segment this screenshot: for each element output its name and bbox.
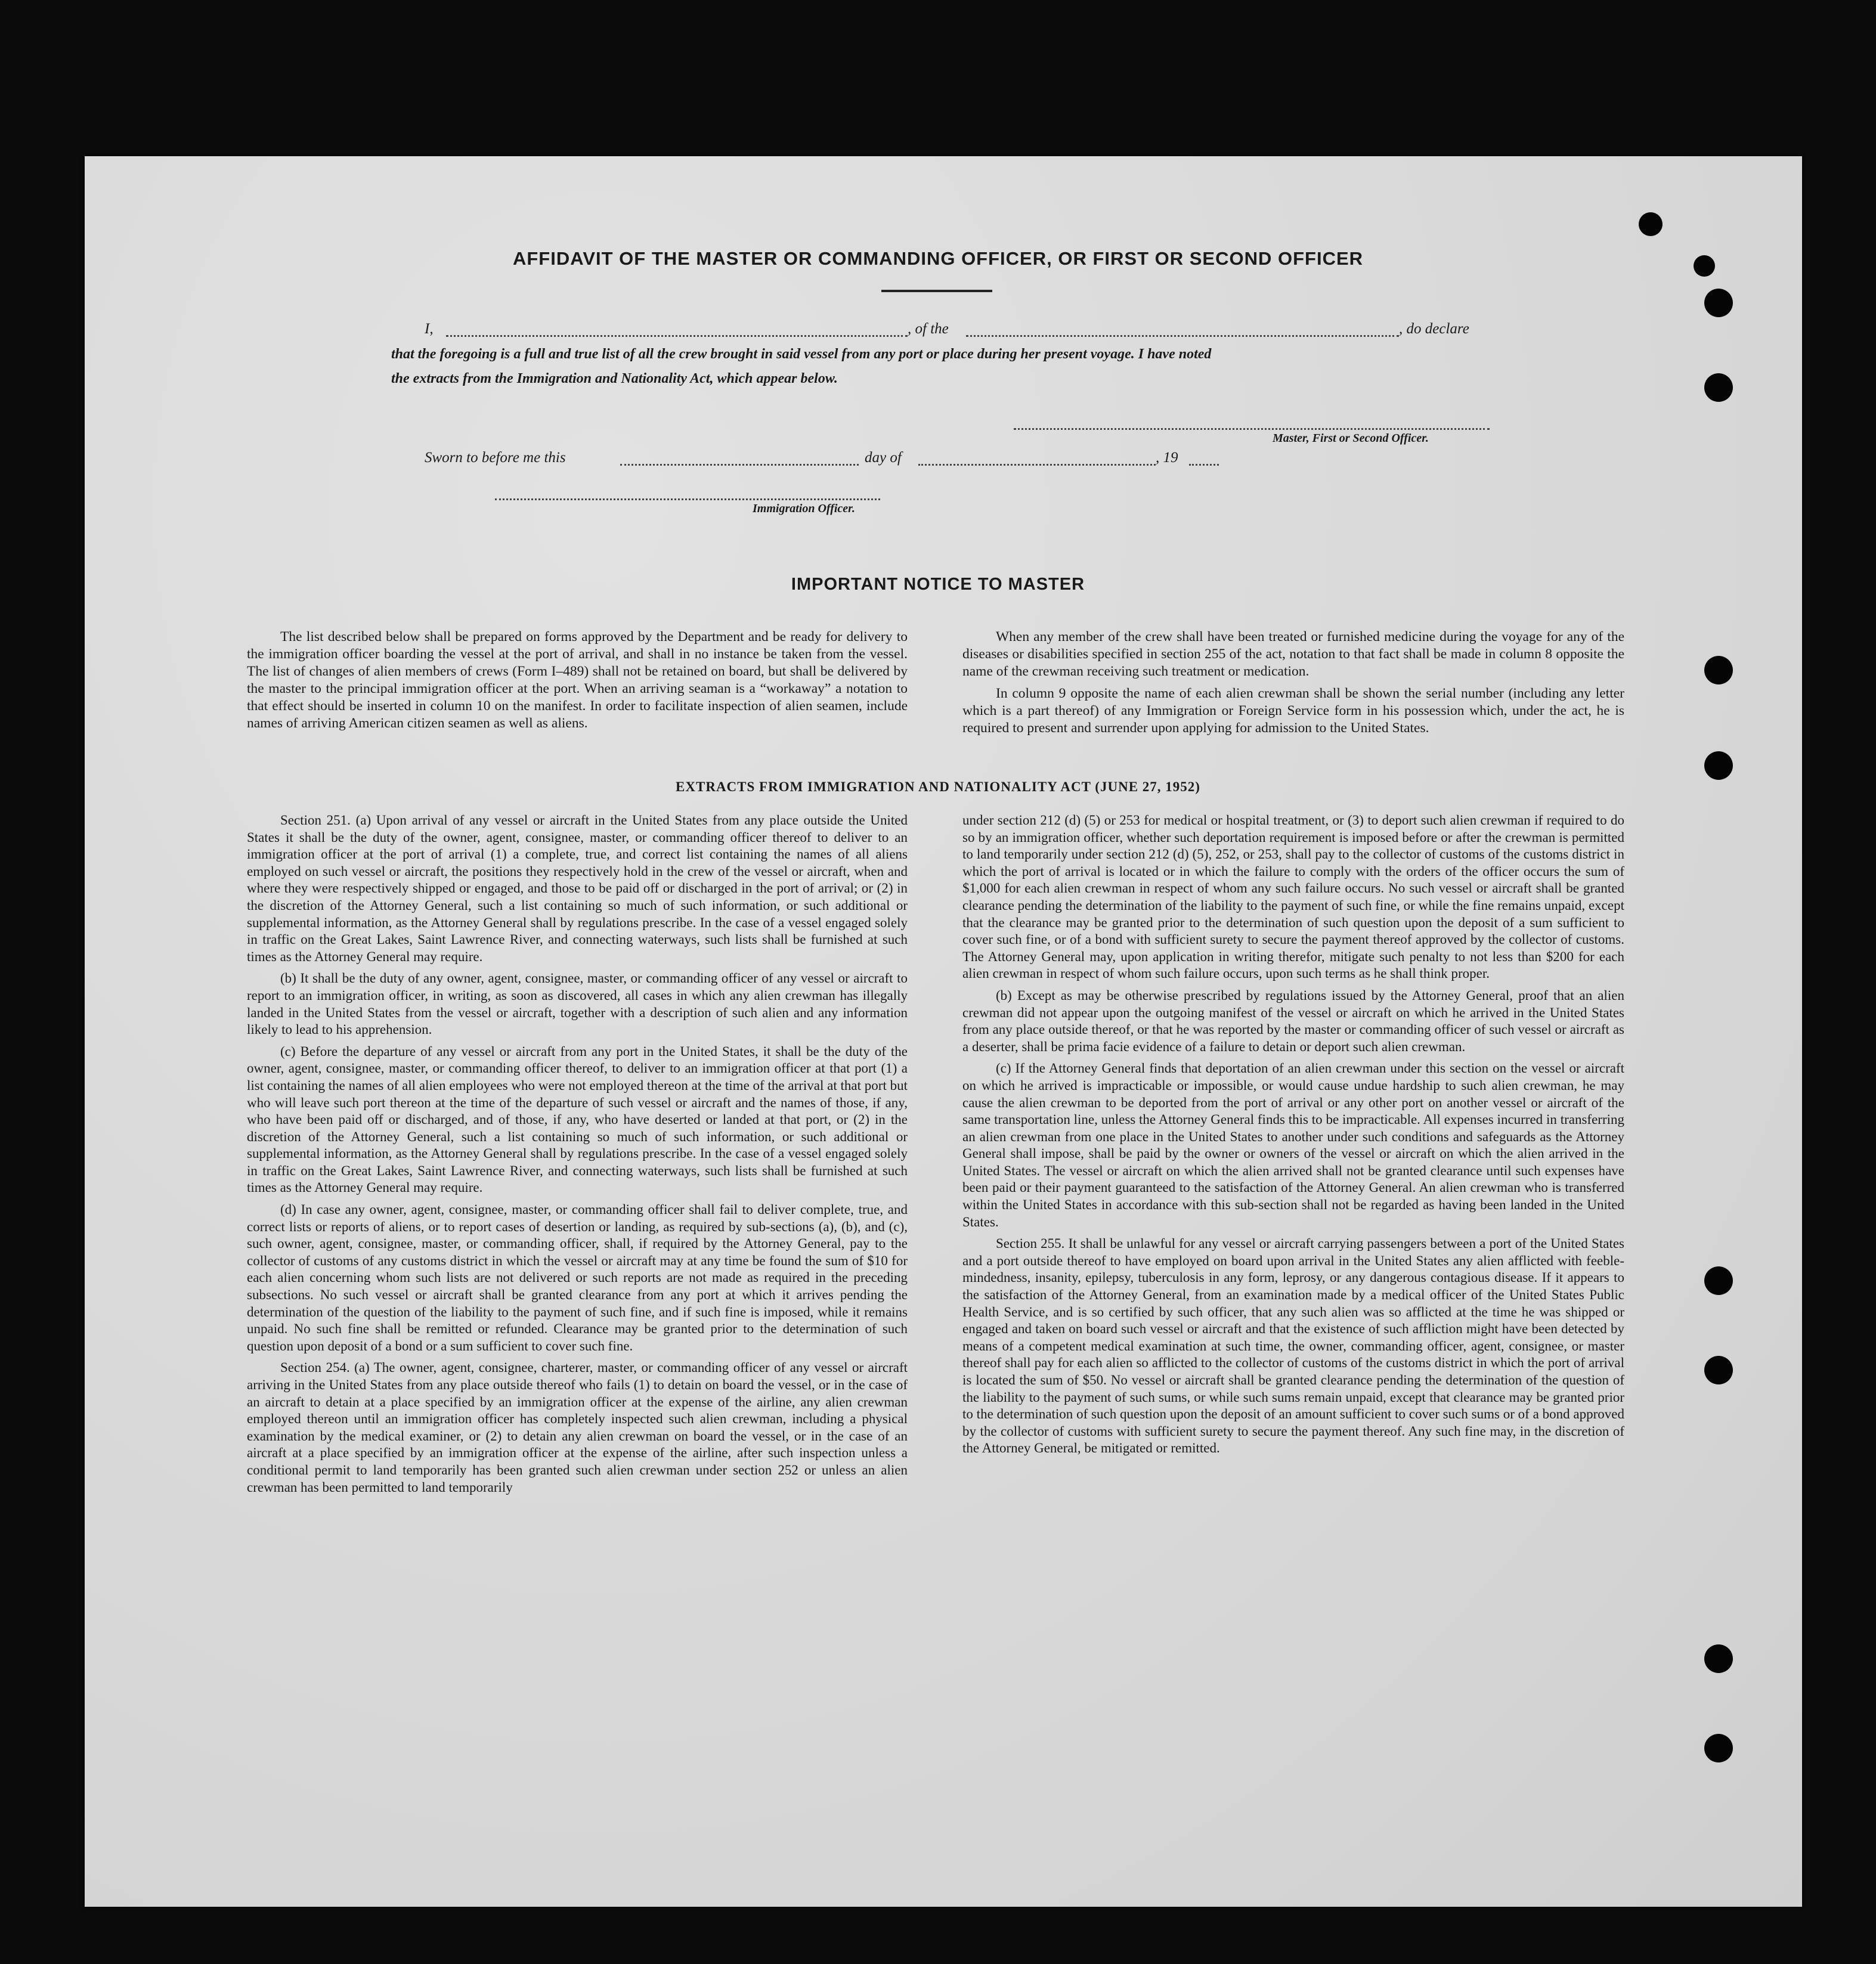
extract-paragraph: (b) Except as may be otherwise prescribed by regulations issued by the Attorney General, proof that an alien crewman did not appear upon the outgoing manifest of the vessel or aircraft on which he arrived in the United States from any place outside thereof, or that he was reported by the master or commanding officer of such vessel or aircraft as a deserter, shall be prima facie evidence of a failure to detain or deport such alien crewman. <box>962 987 1624 1054</box>
notice-paragraph: When any member of the crew shall have been treated or furnished medicine during the voyage for any of the diseases or disabilities specified in section 255 of the act, notation to that fact shall be made in column 8 opposite the name of the crewman receiving such treatment or medication. <box>962 629 1624 679</box>
extracts-left-column <box>247 812 908 1501</box>
officer-signature-caption: Immigration Officer. <box>753 502 855 515</box>
extract-paragraph: Section 255. It shall be unlawful for any vessel or aircraft carrying passengers between a port of the United States and a port outside thereof to have employed on board upon arrival in the United States any alien afflicted with feeble-mindedness, insanity, epilepsy, tuberculosis in any form, leprosy, or any dangerous contagious disease. If it appears to the satisfaction of the Attorney General, from an examination made by a medical officer of the United States Public Health Service, and is so certified by such officer, that any such alien was so afflicted at the time he was shipped or engaged and taken on board such vessel or aircraft and that the existence of such affliction might have been detected by means of a competent medical examination at such time, the owner, commanding officer, agent, consignee, or master thereof shall pay for each alien so afflicted to the collector of customs of the customs district in which the port of arrival is located the sum of $50. No vessel or aircraft shall be granted clearance pending the determination of the question of the liability to the payment of such sums, or while such sums remain unpaid, except that clearance may be granted prior to the determination of such question upon the deposit of an amount sufficient to cover such sums or of a bond approved by the collector of customs with sufficient surety to secure the payment thereof. Any such fine may, in the discretion of the Attorney General, be mitigated or remitted. <box>962 1236 1624 1456</box>
affidavit-statement-2: the extracts from the Immigration and Nationality Act, which appear below. <box>391 371 838 386</box>
extract-paragraph: Section 251. (a) Upon arrival of any vessel or aircraft in the United States from any place outside the United States it shall be the duty of the owner, agent, consignee, master, or commanding officer thereof to deliver to an immigration officer at the port of arrival (1) a complete, true, and correct list containing the names of all aliens employed on such vessel or aircraft, the positions they respectively hold in the crew of the vessel or aircraft, when and where they were respectively shipped or engaged, and those to be paid off or discharged in the port of arrival; or (2) in the discretion of the Attorney General, such a list containing so much of such information, or such additional or supplemental information, as the Attorney General shall by regulations prescribe. In the case of a vessel engaged solely in traffic on the Great Lakes, Saint Lawrence River, and connecting waterways, such lists shall be furnished at such times as the Attorney General may require. <box>247 813 908 964</box>
sworn-day-of: day of <box>865 450 902 466</box>
master-signature-field[interactable] <box>1014 428 1490 430</box>
sworn-year-field[interactable] <box>1189 464 1219 466</box>
punch-hole <box>1704 289 1733 317</box>
punch-hole <box>1704 1734 1733 1762</box>
punch-hole <box>1704 751 1733 780</box>
extract-paragraph: under section 212 (d) (5) or 253 for medical or hospital treatment, or (3) to deport such alien crewman if required to do so by an immigration officer, whether such deportation requirement is imposed before or after the crewman is permitted to land temporarily under section 212 (d) (5), 252, or 253, shall pay to the collector of customs of the customs district in which the port of arrival is located or in which the failure to comply with the orders of the officer occurs the sum of $1,000 for each alien crewman in respect of whom any such failure occurs. No such vessel or aircraft shall be granted clearance pending the determination of the liability to the payment of such fine, or while the fine remains unpaid, except that the clearance may be granted prior to the determination of such question upon the deposit of a sum sufficient to cover such fine, or of a bond with sufficient surety to secure the payment thereof approved by the collector of customs. The Attorney General may, upon application in writing therefor, mitigate such penalty to not less than $200 for each alien crewman in respect of whom such failure occurs, upon such terms as he shall think proper. <box>962 813 1624 981</box>
punch-hole <box>1639 212 1663 236</box>
master-signature-caption: Master, First or Second Officer. <box>1273 432 1429 445</box>
affidavit-statement: that the foregoing is a full and true list of all the crew brought in said vessel from any port or place during her present voyage. I have noted <box>391 346 1212 362</box>
punch-hole <box>1704 656 1733 684</box>
officer-signature-field[interactable] <box>495 498 880 500</box>
punch-hole <box>1704 1644 1733 1673</box>
extract-paragraph: Section 254. (a) The owner, agent, consignee, charterer, master, or commanding officer of any vessel or aircraft arriving in the United States from any place outside thereof who fails (1) to detain on board the vessel, or in the case of an aircraft to detain at a place specified by an immigration officer at the expense of the airline, any alien crewman employed thereon until an immigration officer has completely inspected such alien crewman, including a physical examination by the medical examiner, or (2) to detain any alien crewman on board the vessel, or in the case of an aircraft at a place specified by an immigration officer at the expense of the airline, after such inspection unless a conditional permit to land temporarily has been granted such alien crewman under section 252 or unless an alien crewman has been permitted to land temporarily <box>247 1360 908 1495</box>
affidavit-of-the: , of the <box>908 321 949 337</box>
affidavit-title: AFFIDAVIT OF THE MASTER OR COMMANDING OFFICER, OR FIRST OR SECOND OFFICER <box>512 248 1364 269</box>
affidavit-declare: , do declare <box>1399 321 1469 337</box>
sworn-day-field[interactable] <box>620 464 859 466</box>
extract-paragraph: (b) It shall be the duty of any owner, agent, consignee, master, or commanding officer of any vessel or aircraft to report to an immigration officer, in writing, as soon as discovered, all cases in which any alien crewman has illegally landed in the United States from the vessel or aircraft, together with a description of such alien and any information likely to lead to his apprehension. <box>247 971 908 1037</box>
punch-hole <box>1704 1356 1733 1384</box>
sworn-month-field[interactable] <box>918 464 1156 466</box>
notice-paragraph: The list described below shall be prepared on forms approved by the Department and be ready for delivery to the immigration officer boarding the vessel at the port of arrival, and shall in no instance be taken from the vessel. The list of changes of alien members of crews (Form I–489) shall not be retained on board, but shall be delivered by the master to the principal immigration officer at the port. When an arriving seaman is a “workaway” a notation to that effect should be inserted in column 10 on the manifest. In order to facilitate inspection of alien seamen, include names of arriving American citizen seamen as well as aliens. <box>247 629 908 731</box>
notice-left-column <box>247 628 908 737</box>
notice-right-column <box>962 628 1624 742</box>
extract-paragraph: (c) Before the departure of any vessel or aircraft from any port in the United States, it shall be the duty of the owner, agent, consignee, master, or commanding officer thereof, to deliver to an immigration officer at that port (1) a list containing the names of all alien employees who were not employed thereon at the time of the arrival at that port but who will leave such port thereon at the time of the departure of such vessel or aircraft and the names of those, if any, who have been paid off or discharged, and of those, if any, who have deserted or landed at that port, or (2) in the discretion of the Attorney General, such a list containing so much of such information, or such additional or supplemental information, as the Attorney General shall by regulations prescribe. In the case of a vessel engaged solely in traffic on the Great Lakes, Saint Lawrence River, and connecting waterways, such lists shall be furnished at such times as the Attorney General may require. <box>247 1043 908 1195</box>
master-name-field[interactable] <box>446 335 908 337</box>
punch-hole <box>1704 1266 1733 1295</box>
title-rule <box>881 290 992 292</box>
sworn-prefix: Sworn to before me this <box>425 450 566 466</box>
affidavit-i: I, <box>425 321 434 337</box>
sworn-year: , 19 <box>1156 450 1178 466</box>
notice-title: IMPORTANT NOTICE TO MASTER <box>791 575 1085 594</box>
extracts-right-column <box>962 812 1624 1462</box>
extract-paragraph: (d) In case any owner, agent, consignee, master, or commanding officer shall fail to deliver complete, true, and correct lists or reports of aliens, or to report cases of desertion or landing, as required by sub-sections (a), (b), and (c), such owner, agent, consignee, master, or commanding officer, shall, if required by the Attorney General, pay to the collector of customs of any customs district in which the vessel or aircraft may at any time be found the sum of $10 for each alien concerning whom such lists are not delivered or such reports are not made as required in the preceding subsections. No such vessel or aircraft shall be granted clearance from any port at which it arrives pending the determination of the question of the liability to the payment of such fine, and if such fine is imposed, while it remains unpaid. No such fine shall be remitted or refunded. Clearance may be granted prior to the determination of such question upon deposit of a bond or a sum sufficient to cover such fine. <box>247 1202 908 1353</box>
punch-hole <box>1704 373 1733 402</box>
vessel-name-field[interactable] <box>966 335 1399 337</box>
notice-paragraph: In column 9 opposite the name of each alien crewman shall be shown the serial number (including any letter which is a part thereof) of any Immigration or Foreign Service form in his possession which, under the act, he is required to present and surrender upon applying for admission to the United States. <box>962 686 1624 736</box>
extract-paragraph: (c) If the Attorney General finds that deportation of an alien crewman under this section on the vessel or aircraft on which he arrived is impracticable or impossible, or would cause undue hardship to such alien crewman, he may cause the alien crewman to be deported from the port of arrival or any other port on another vessel or aircraft of the same transportation line, unless the Attorney General finds this to be impracticable. All expenses incurred in transferring an alien crewman from one place in the United States to another under such conditions and safeguards as the Attorney General shall impose, shall be paid by the owner or owners of the vessel or aircraft on which the alien arrived in the United States. The vessel or aircraft on which the alien arrived shall not be granted clearance until such expenses have been paid or their payment guaranteed to the satisfaction of the Attorney General. An alien crewman who is transferred within the United States in accordance with this sub-section shall not be regarded as having been landed in the United States. <box>962 1061 1624 1229</box>
extracts-title: EXTRACTS FROM IMMIGRATION AND NATIONALITY ACT (JUNE 27, 1952) <box>676 779 1200 794</box>
